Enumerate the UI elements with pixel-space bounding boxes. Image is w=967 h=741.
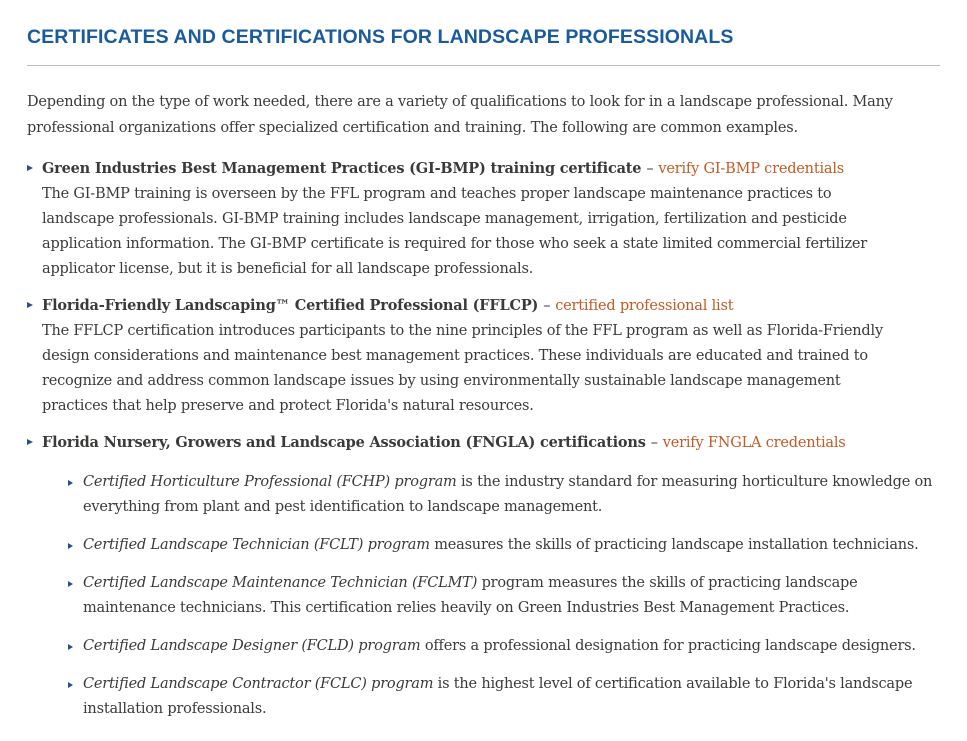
section-description: The GI-BMP training is overseen by the FFL program and teaches proper landscape maintenance practices to landscape professionals. GI-BMP training includes landscape management, irrigation, fertilization and pesticide application information. The GI-BMP certificate is required for those who seek a state limited commercial fertilizer applicator license, but it is beneficial for all landscape professionals. — [42, 186, 868, 277]
section-heading-line — [42, 430, 940, 456]
bullet-triangle-icon — [27, 302, 33, 308]
bullet-triangle-icon — [68, 682, 73, 688]
list-item-fcld — [68, 634, 940, 659]
intro-paragraph: Depending on the type of work needed, there are a variety of qualifications to look for in a landscape professional. Many professional organizations offer specialized certification and training. The following are common examples. — [27, 94, 893, 136]
section-description: The FFLCP certification introduces participants to the nine principles of the FFL program as well as Florida-Friendly design considerations and maintenance best management practices. These individuals are educated and trained to recognize and address common landscape issues by using environmentally sustainable landscape management practices that help preserve and protect Florida's natural resources. — [42, 323, 883, 414]
section-heading: Green Industries Best Management Practices (GI-BMP) training certificate — [42, 160, 642, 177]
bullet-triangle-icon — [27, 439, 33, 445]
list-item-fflcp — [27, 293, 940, 419]
list-item-fclc — [68, 672, 940, 722]
program-description: is the highest level of certification available to Florida's landscape installation professionals. — [83, 676, 913, 717]
program-description: offers a professional designation for practicing landscape designers. — [420, 638, 916, 654]
list-item-gibmp — [27, 156, 940, 282]
heading-link-separator: – — [543, 298, 551, 314]
heading-link-separator: – — [646, 161, 654, 177]
program-name: Certified Landscape Maintenance Technician (FCLMT) — [83, 575, 478, 591]
program-description: program measures the skills of practicing landscape maintenance technicians. This certification relies heavily on Green Industries Best Management Practices. — [83, 575, 858, 616]
bullet-triangle-icon — [68, 644, 73, 650]
bullet-triangle-icon — [68, 480, 73, 486]
list-item-fclmt — [68, 571, 940, 621]
list-item-fngla — [27, 430, 940, 722]
program-name: Certified Horticulture Professional (FCHP) program — [83, 474, 457, 490]
section-heading-line — [42, 293, 940, 319]
section-heading: Florida Nursery, Growers and Landscape Association (FNGLA) certifications — [42, 434, 646, 451]
section-heading-line — [42, 156, 940, 182]
bullet-triangle-icon — [27, 165, 33, 171]
bullet-triangle-icon — [68, 543, 73, 549]
program-name: Certified Landscape Technician (FCLT) program — [83, 537, 430, 553]
list-item-fchp — [68, 470, 940, 520]
section-heading: Florida-Friendly Landscaping™ Certified Professional (FFLCP) — [42, 297, 539, 314]
list-item-fclt — [68, 533, 940, 558]
heading-link-separator: – — [650, 435, 658, 451]
certification-list — [27, 156, 940, 722]
verify-fngla-credentials-link[interactable]: verify FNGLA credentials — [662, 435, 846, 451]
bullet-triangle-icon — [68, 581, 73, 587]
program-description: measures the skills of practicing landscape installation technicians. — [429, 537, 919, 553]
verify-gibmp-credentials-link[interactable]: verify GI-BMP credentials — [658, 161, 845, 177]
page-title: CERTIFICATES AND CERTIFICATIONS FOR LANDSCAPE PROFESSIONALS — [27, 26, 734, 48]
certified-professional-list-link[interactable]: certified professional list — [555, 298, 734, 314]
program-description: is the industry standard for measuring horticulture knowledge on everything from plant and pest identification to landscape management. — [83, 474, 933, 515]
program-name: Certified Landscape Designer (FCLD) program — [83, 638, 421, 654]
fngla-program-list — [68, 470, 940, 722]
divider — [27, 65, 940, 66]
program-name: Certified Landscape Contractor (FCLC) program — [83, 676, 434, 692]
